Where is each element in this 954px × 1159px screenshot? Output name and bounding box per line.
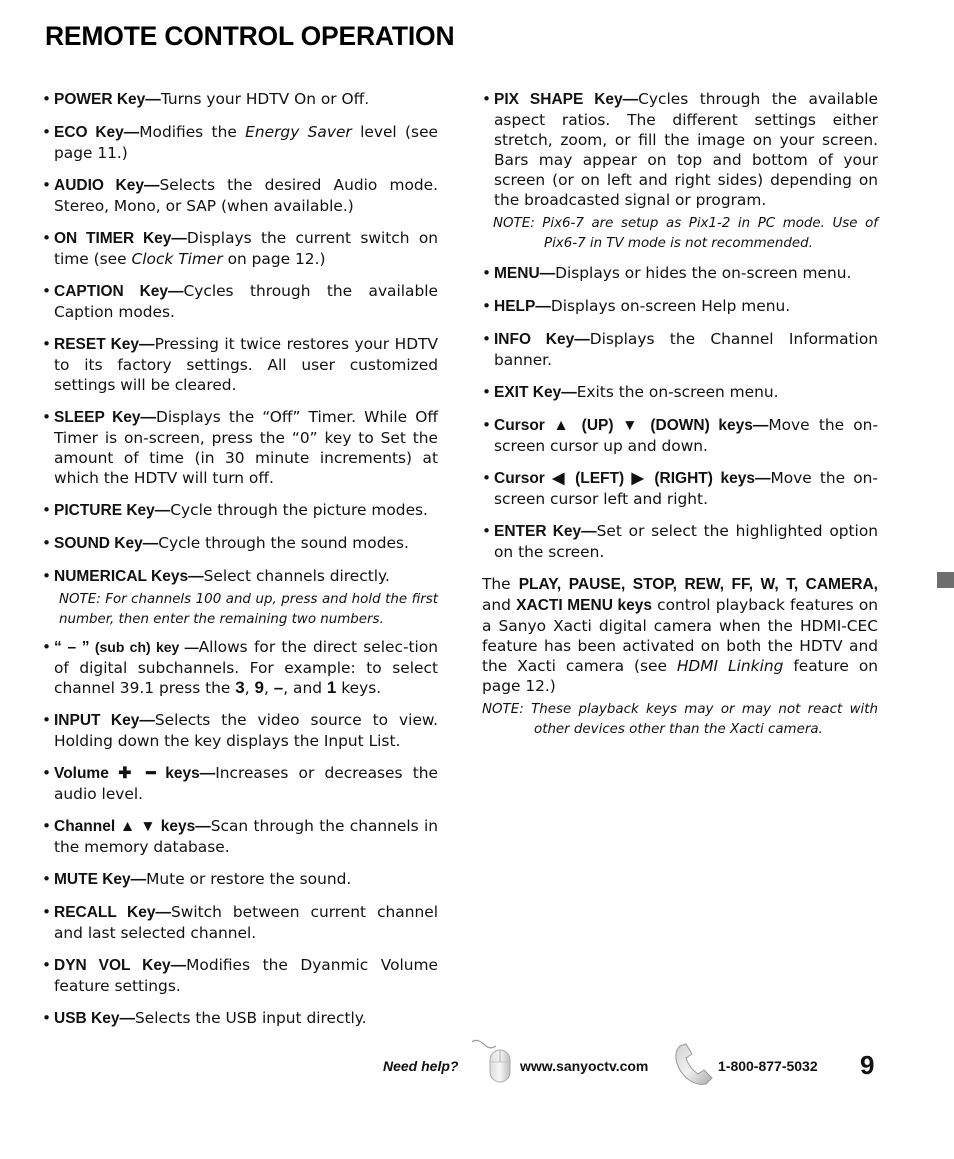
key-description: Modifies the Dyanmic Volume feature settings. bbox=[54, 956, 438, 995]
key-description: Displays the current switch on time (see bbox=[54, 229, 438, 268]
key-description-item bbox=[42, 710, 438, 751]
key-description-item bbox=[42, 500, 438, 521]
subch-key-label: (sub ch) key — bbox=[89, 639, 199, 655]
numerical-note: NOTE: For channels 100 and up, press and hold the first number, then enter the remaining two numbers. bbox=[59, 592, 438, 627]
key-label: ECO Key— bbox=[54, 124, 140, 141]
key-label: RECALL Key— bbox=[54, 904, 171, 921]
key-label: MUTE Key— bbox=[54, 871, 147, 888]
key-description-item bbox=[482, 89, 878, 210]
key-label: PIX SHAPE Key— bbox=[494, 91, 639, 108]
key-description: Exits the on-screen menu. bbox=[576, 383, 779, 401]
key-description-item bbox=[42, 122, 438, 163]
bullet: • bbox=[482, 90, 492, 108]
key-label: ON TIMER Key— bbox=[54, 230, 187, 247]
key-description: Selects the video source to view. Holding down the key displays the Input List. bbox=[54, 711, 438, 750]
page-title: REMOTE CONTROL OPERATION bbox=[45, 21, 455, 51]
key-description-item bbox=[42, 175, 438, 216]
bullet: • bbox=[482, 330, 492, 348]
key-description: Modifies the bbox=[139, 123, 246, 141]
key-label: POWER Key— bbox=[54, 91, 161, 108]
key-description-item bbox=[482, 415, 878, 456]
key-label: NUMERICAL Keys— bbox=[54, 568, 204, 585]
bullet: • bbox=[482, 469, 492, 487]
bullet: • bbox=[42, 282, 52, 300]
bullet: • bbox=[42, 638, 52, 656]
bullet: • bbox=[42, 1009, 52, 1027]
key-description-tail: level (see page 11.) bbox=[54, 123, 439, 162]
key-label: ENTER Key— bbox=[494, 523, 597, 540]
key-label: USB Key— bbox=[54, 1010, 135, 1027]
reference-term: Energy Saver bbox=[245, 123, 352, 141]
bullet: • bbox=[42, 956, 52, 974]
section-tab-marker bbox=[937, 572, 954, 588]
key-description-item bbox=[42, 228, 438, 269]
bullet: • bbox=[42, 903, 52, 921]
right-column bbox=[482, 89, 878, 749]
subch-symbol: “ – ” bbox=[54, 639, 90, 656]
mouse-icon bbox=[466, 1036, 516, 1086]
key-description-item bbox=[42, 533, 438, 554]
key-label: HELP— bbox=[494, 298, 551, 315]
phone-number: 1-800-877-5032 bbox=[718, 1058, 818, 1074]
bullet: • bbox=[42, 567, 52, 585]
bullet: • bbox=[42, 711, 52, 729]
key-description: Displays or hides the on-screen menu. bbox=[555, 264, 852, 282]
key-description-item bbox=[482, 263, 878, 284]
key-description: Turns your HDTV On or Off. bbox=[160, 90, 370, 108]
bullet: • bbox=[42, 870, 52, 888]
key-label: CAPTION Key— bbox=[54, 283, 184, 300]
key-label: INPUT Key— bbox=[54, 712, 155, 729]
bullet: • bbox=[482, 416, 492, 434]
bullet: • bbox=[42, 123, 52, 141]
bullet: • bbox=[42, 817, 52, 835]
key-description-tail: on page 12.) bbox=[222, 250, 326, 268]
key-label: EXIT Key— bbox=[494, 384, 577, 401]
key-description-item bbox=[42, 816, 438, 857]
key-label: PICTURE Key— bbox=[54, 502, 171, 519]
key-description-item bbox=[42, 902, 438, 943]
key-label: DYN VOL Key— bbox=[54, 957, 187, 974]
key-description: Cycle through the sound modes. bbox=[158, 534, 409, 552]
key-description-item bbox=[42, 763, 438, 804]
need-help-text: Need help? bbox=[383, 1058, 459, 1074]
key-description-item bbox=[482, 329, 878, 370]
key-description: Displays the “Off” Timer. While Off Timer is on-screen, press the “0” key to Set the amount of time (in 30 minute increments) at which the HDTV will turn off. bbox=[54, 408, 438, 487]
key-description: Mute or restore the sound. bbox=[146, 870, 352, 888]
key-description: Switch between current channel and last selected channel. bbox=[54, 903, 438, 942]
key-label: INFO Key— bbox=[494, 331, 590, 348]
key-description-item bbox=[42, 407, 438, 488]
key-label: Cursor ▲ (UP) ▼ (DOWN) keys— bbox=[494, 417, 769, 434]
playback-paragraph: The PLAY, PAUSE, STOP, REW, FF, W, T, CAMERA, and XACTI MENU keys control playback features on a Sanyo Xacti digital camera when the HDMI-CEC feature has been activated on both the HDTV and the Xacti camera (see HDMI Linking feature on page 12.) bbox=[482, 575, 878, 695]
key-description-item bbox=[482, 468, 878, 509]
key-description-item bbox=[42, 89, 438, 110]
key-label: RESET Key— bbox=[54, 336, 155, 353]
key-description-item bbox=[482, 521, 878, 562]
page-number: 9 bbox=[860, 1050, 875, 1080]
key-description: Move the on-screen cursor up and down. bbox=[494, 416, 878, 455]
bullet: • bbox=[42, 534, 52, 552]
bullet: • bbox=[42, 229, 52, 247]
key-description: Cycles through the available Caption modes. bbox=[54, 282, 438, 321]
bullet: • bbox=[482, 522, 492, 540]
key-description-item bbox=[482, 382, 878, 403]
bullet: • bbox=[42, 176, 52, 194]
bullet: • bbox=[482, 264, 492, 282]
key-description-item bbox=[42, 334, 438, 395]
key-description: Move the on-screen cursor left and right. bbox=[494, 469, 878, 508]
key-label: Volume ✚ ━ keys— bbox=[54, 765, 216, 782]
key-description-item bbox=[42, 281, 438, 322]
playback-note: NOTE: These playback keys may or may not react with other devices other than the Xacti camera. bbox=[482, 702, 878, 737]
key-description-item bbox=[42, 869, 438, 890]
reference-term: Clock Timer bbox=[131, 250, 223, 268]
key-description: Set or select the highlighted option on the screen. bbox=[494, 522, 878, 561]
bullet: • bbox=[42, 501, 52, 519]
key-description: Increases or decreases the audio level. bbox=[54, 764, 438, 803]
key-description-item bbox=[42, 1008, 438, 1029]
bullet: • bbox=[42, 764, 52, 782]
key-description-item bbox=[42, 566, 438, 587]
key-label: Cursor ◀ (LEFT) ▶ (RIGHT) keys— bbox=[494, 470, 771, 487]
key-label: AUDIO Key— bbox=[54, 177, 160, 194]
key-label: SLEEP Key— bbox=[54, 409, 157, 426]
key-description: Selects the desired Audio mode. Stereo, Mono, or SAP (when available.) bbox=[54, 176, 439, 215]
subch-key-item: • “ – ” (sub ch) key —Allows for the direct selec-tion of digital subchannels. For example: to select channel 39.1 press the 3, 9, –, and 1 keys. bbox=[42, 638, 439, 697]
key-description: Scan through the channels in the memory database. bbox=[54, 817, 438, 856]
key-label: Channel ▲ ▼ keys— bbox=[54, 818, 211, 835]
key-label: MENU— bbox=[494, 265, 556, 282]
bullet: • bbox=[42, 335, 52, 353]
pix-note: NOTE: Pix6-7 are setup as Pix1-2 in PC mode. Use of Pix6-7 in TV mode is not recommended. bbox=[493, 216, 878, 251]
key-description-item bbox=[482, 296, 878, 317]
bullet: • bbox=[482, 383, 492, 401]
bullet: • bbox=[482, 297, 492, 315]
bullet: • bbox=[42, 90, 52, 108]
bullet: • bbox=[42, 408, 52, 426]
phone-icon bbox=[672, 1042, 718, 1088]
website-link[interactable]: www.sanyoctv.com bbox=[520, 1058, 649, 1074]
key-description: Displays the Channel Information banner. bbox=[494, 330, 879, 369]
key-description: Cycle through the picture modes. bbox=[170, 501, 428, 519]
left-column bbox=[42, 89, 438, 1041]
key-description: Cycles through the available aspect ratios. The different settings either stretch, zoom, or fill the image on your screen. Bars may appear on top and bottom of your screen (or on left and right sides) depending on the broadcasted signal or program. bbox=[494, 90, 878, 209]
key-description: Pressing it twice restores your HDTV to its factory settings. All user customized settings will be cleared. bbox=[54, 335, 438, 394]
key-description: Displays on-screen Help menu. bbox=[550, 297, 791, 315]
key-label: SOUND Key— bbox=[54, 535, 159, 552]
key-description-item bbox=[42, 955, 438, 996]
key-description: Selects the USB input directly. bbox=[134, 1009, 367, 1027]
key-description: Select channels directly. bbox=[203, 567, 390, 585]
